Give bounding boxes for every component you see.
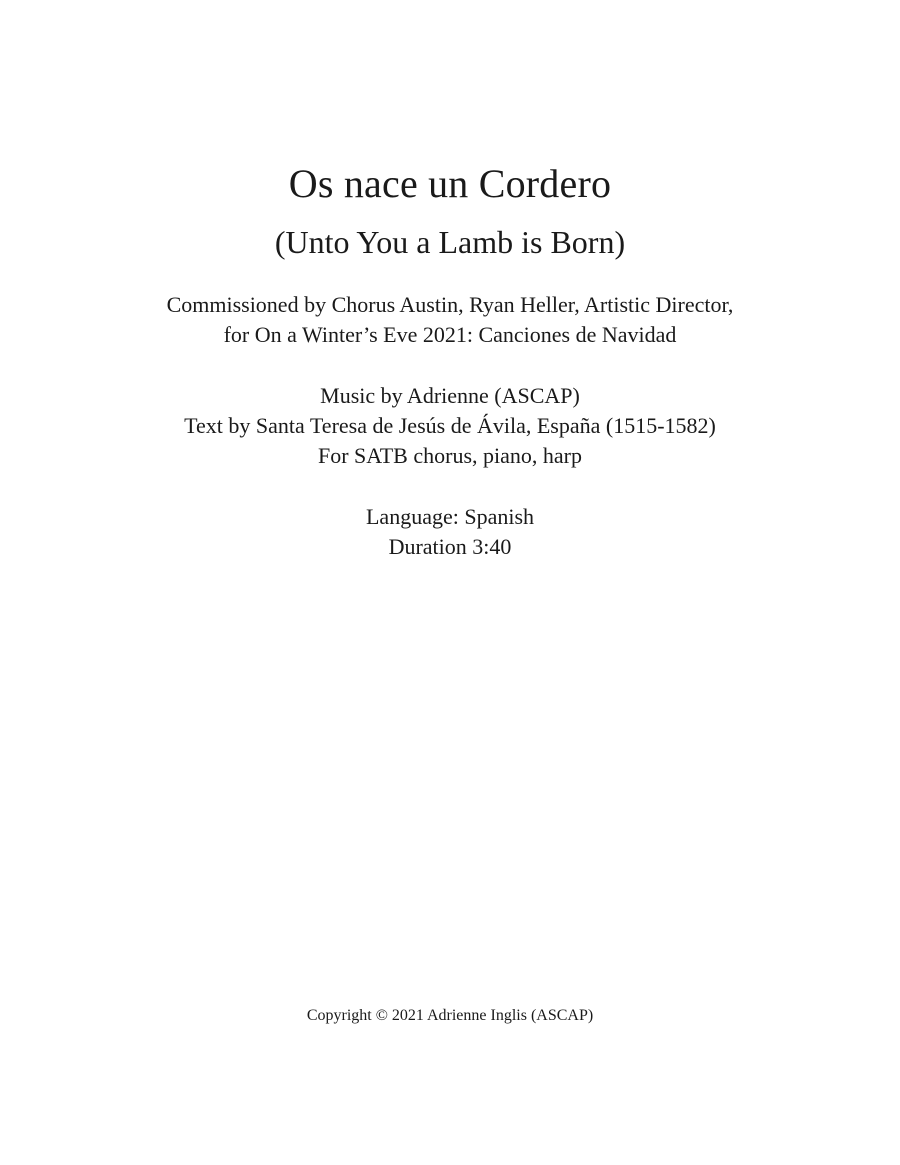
- commission-line-2: for On a Winter’s Eve 2021: Canciones de Navidad: [223, 322, 677, 347]
- text-credit: Text by Santa Teresa de Jesús de Ávila, España (1515-1582): [184, 413, 716, 438]
- page-title: Os nace un Cordero: [288, 161, 612, 206]
- instrumentation: For SATB chorus, piano, harp: [318, 443, 582, 468]
- music-credit: Music by Adrienne (ASCAP): [320, 383, 580, 408]
- commission-block: [0, 290, 900, 350]
- duration-info: Duration 3:40: [388, 534, 512, 559]
- copyright-notice: Copyright © 2021 Adrienne Inglis (ASCAP): [306, 1007, 594, 1024]
- meta-block: [0, 502, 900, 562]
- commission-line-1: Commissioned by Chorus Austin, Ryan Heller, Artistic Director,: [166, 292, 734, 317]
- language-info: Language: Spanish: [365, 504, 535, 529]
- credits-block: [0, 381, 900, 471]
- page-subtitle: (Unto You a Lamb is Born): [274, 224, 626, 260]
